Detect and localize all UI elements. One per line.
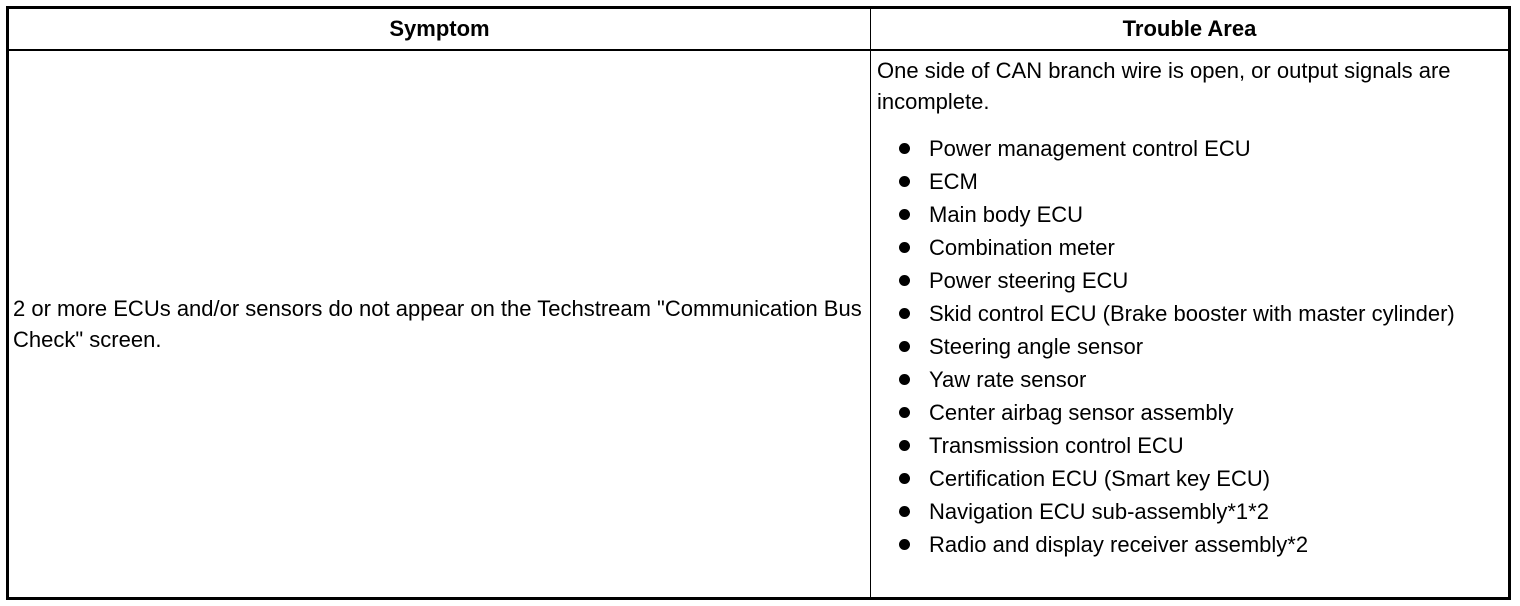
list-item xyxy=(899,331,1502,362)
header-row xyxy=(8,8,1510,51)
list-item-label: Main body ECU xyxy=(929,202,1084,227)
trouble-area-list xyxy=(877,133,1502,560)
trouble-area-header: Trouble Area xyxy=(871,8,1510,51)
list-item-label: Skid control ECU (Brake booster with master cylinder) xyxy=(929,301,1455,326)
table-row xyxy=(8,50,1510,599)
bullet-icon xyxy=(899,143,910,154)
list-item xyxy=(899,133,1502,164)
bullet-icon xyxy=(899,374,910,385)
bullet-icon xyxy=(899,341,910,352)
list-item xyxy=(899,364,1502,395)
list-item-label: Yaw rate sensor xyxy=(929,367,1087,392)
list-item xyxy=(899,529,1502,560)
list-item-label: Power management control ECU xyxy=(929,136,1251,161)
bullet-icon xyxy=(899,473,910,484)
list-item-label: Center airbag sensor assembly xyxy=(929,400,1234,425)
bullet-icon xyxy=(899,440,910,451)
list-item xyxy=(899,232,1502,263)
bullet-icon xyxy=(899,176,910,187)
list-item-label: Navigation ECU sub-assembly*1*2 xyxy=(929,499,1269,524)
bullet-icon xyxy=(899,539,910,550)
bullet-icon xyxy=(899,407,910,418)
list-item xyxy=(899,166,1502,197)
trouble-table xyxy=(6,6,1511,600)
list-item-label: Transmission control ECU xyxy=(929,433,1184,458)
list-item-label: Steering angle sensor xyxy=(929,334,1144,359)
list-item-label: ECM xyxy=(929,169,978,194)
list-item xyxy=(899,265,1502,296)
list-item xyxy=(899,199,1502,230)
symptom-cell: 2 or more ECUs and/or sensors do not appear on the Techstream "Communication Bus Check" screen. xyxy=(8,50,871,599)
list-item-label: Certification ECU (Smart key ECU) xyxy=(929,466,1271,491)
list-item xyxy=(899,430,1502,461)
list-item-label: Combination meter xyxy=(929,235,1115,260)
list-item xyxy=(899,298,1502,329)
bullet-icon xyxy=(899,242,910,253)
symptom-header: Symptom xyxy=(8,8,871,51)
bullet-icon xyxy=(899,506,910,517)
bullet-icon xyxy=(899,209,910,220)
trouble-area-intro: One side of CAN branch wire is open, or output signals are incomplete. xyxy=(877,58,1451,114)
list-item xyxy=(899,496,1502,527)
trouble-area-cell xyxy=(871,50,1510,599)
list-item-label: Power steering ECU xyxy=(929,268,1129,293)
list-item xyxy=(899,463,1502,494)
bullet-icon xyxy=(899,308,910,319)
list-item-label: Radio and display receiver assembly*2 xyxy=(929,532,1309,557)
bullet-icon xyxy=(899,275,910,286)
list-item xyxy=(899,397,1502,428)
